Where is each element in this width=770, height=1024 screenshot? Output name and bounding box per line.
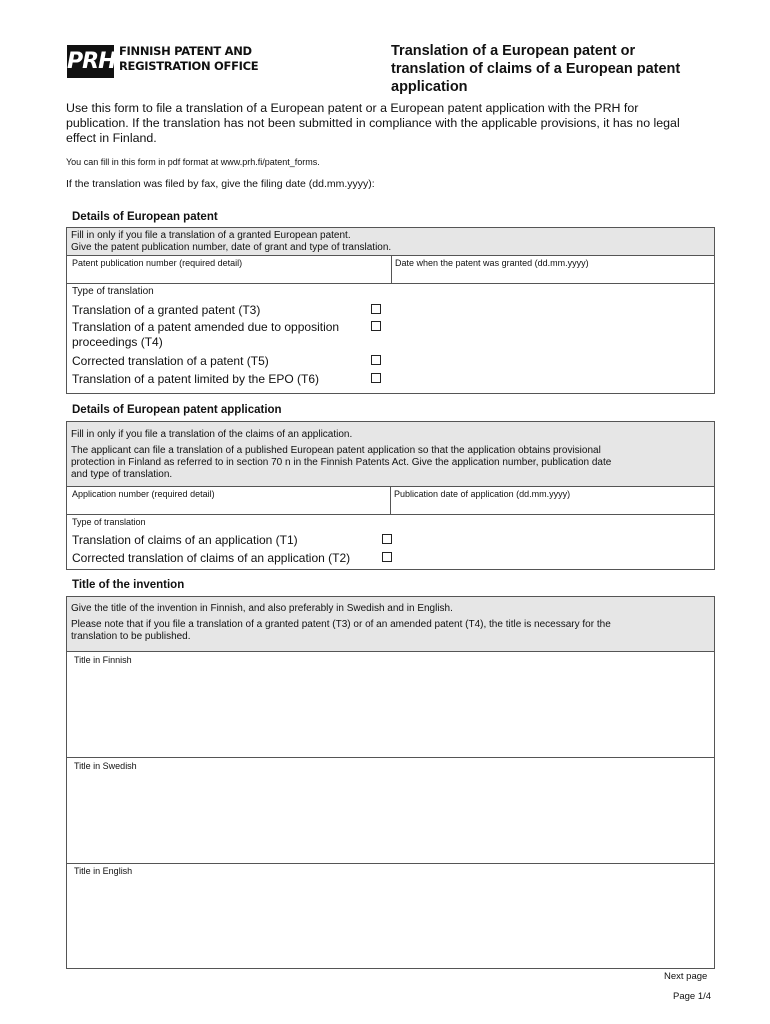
fax-date-label: If the translation was filed by fax, give the filing date (dd.mm.yyyy):	[66, 178, 375, 190]
checkbox-t3[interactable]	[371, 304, 381, 314]
title-finnish-input[interactable]	[69, 667, 712, 755]
divider	[67, 651, 714, 652]
application-section-heading: Details of European patent application	[72, 404, 282, 416]
option-t3-label: Translation of a granted patent (T3)	[72, 303, 261, 317]
office-name	[119, 44, 258, 74]
type-label: Type of translation	[72, 286, 154, 297]
patent-section-box	[66, 227, 715, 394]
invention-note-line2: Please note that if you file a translation of a granted patent (T3) or of an amended patent (T4), the title is necessary for the	[71, 619, 611, 630]
checkbox-t4[interactable]	[371, 321, 381, 331]
intro-line3: effect in Finland.	[66, 131, 157, 145]
intro-line2: publication. If the translation has not been submitted in compliance with the applicable provisions, it has no legal	[66, 116, 680, 130]
application-note-line3: protection in Finland as referred to in section 70 n in the Finnish Patents Act. Give the application number, publication date	[71, 457, 612, 468]
option-t2-label: Corrected translation of claims of an application (T2)	[72, 551, 351, 565]
application-note	[67, 422, 714, 486]
option-t6-label: Translation of a patent limited by the EPO (T6)	[72, 372, 320, 386]
divider	[67, 283, 714, 284]
form-title-line1: Translation of a European patent or	[391, 43, 636, 59]
office-name-line1: FINNISH PATENT AND	[119, 44, 252, 58]
fax-date-input[interactable]	[412, 176, 712, 192]
invention-section-heading: Title of the invention	[72, 579, 185, 591]
divider	[390, 486, 391, 514]
form-title-line2: translation of claims of a European patent	[391, 61, 681, 77]
app-pub-date-label: Publication date of application (dd.mm.yyyy)	[394, 489, 571, 499]
grant-date-input[interactable]	[395, 268, 711, 282]
prh-logo: PRH	[67, 45, 114, 78]
checkbox-t2[interactable]	[382, 552, 392, 562]
intro-text	[66, 101, 726, 146]
page-number: Page 1/4	[673, 991, 712, 1002]
title-finnish-label: Title in Finnish	[74, 655, 132, 665]
application-note-line1: Fill in only if you file a translation of the claims of an application.	[71, 429, 353, 440]
title-swedish-label: Title in Swedish	[74, 761, 137, 771]
form-title-line3: application	[391, 79, 468, 95]
application-note-line4: and type of translation.	[71, 469, 173, 480]
patent-note	[67, 228, 714, 255]
app-number-label: Application number (required detail)	[72, 489, 215, 499]
next-page-label: Next page	[664, 971, 708, 982]
checkbox-t6[interactable]	[371, 373, 381, 383]
intro-line1: Use this form to file a translation of a European patent or a European patent application with the PRH for	[66, 101, 639, 115]
invention-note	[67, 597, 714, 651]
invention-section-box	[66, 596, 715, 969]
patent-note-line1: Fill in only if you file a translation of a granted European patent.	[71, 230, 351, 241]
option-t1-label: Translation of claims of an application (T1)	[72, 533, 298, 547]
application-section-box	[66, 421, 715, 570]
pub-number-input[interactable]	[69, 268, 387, 282]
app-number-input[interactable]	[69, 499, 387, 513]
app-pub-date-input[interactable]	[394, 499, 710, 513]
title-swedish-input[interactable]	[69, 773, 712, 861]
option-t4-label	[72, 320, 339, 350]
app-type-label: Type of translation	[72, 517, 146, 527]
divider	[67, 757, 714, 758]
pdf-note: You can fill in this form in pdf format at www.prh.fi/patent_forms.	[66, 157, 320, 167]
checkbox-t1[interactable]	[382, 534, 392, 544]
checkbox-t5[interactable]	[371, 355, 381, 365]
title-english-input[interactable]	[69, 878, 712, 966]
divider	[391, 255, 392, 283]
option-t5-label: Corrected translation of a patent (T5)	[72, 354, 269, 368]
divider	[67, 863, 714, 864]
patent-section-heading: Details of European patent	[72, 211, 218, 223]
title-english-label: Title in English	[74, 866, 133, 876]
divider	[67, 514, 714, 515]
patent-note-line2: Give the patent publication number, date of grant and type of translation.	[71, 242, 392, 253]
grant-date-label: Date when the patent was granted (dd.mm.yyyy)	[395, 258, 589, 268]
office-name-line2: REGISTRATION OFFICE	[119, 59, 259, 73]
option-t4-line2: proceedings (T4)	[72, 335, 163, 349]
application-note-line2: The applicant can file a translation of a published European patent application so that the application obtains provisional	[71, 445, 601, 456]
pub-number-label: Patent publication number (required detail)	[72, 258, 243, 268]
invention-note-line1: Give the title of the invention in Finnish, and also preferably in Swedish and in English.	[71, 603, 453, 614]
option-t4-line1: Translation of a patent amended due to opposition	[72, 320, 340, 334]
invention-note-line3: translation to be published.	[71, 631, 191, 642]
form-title	[391, 42, 721, 96]
